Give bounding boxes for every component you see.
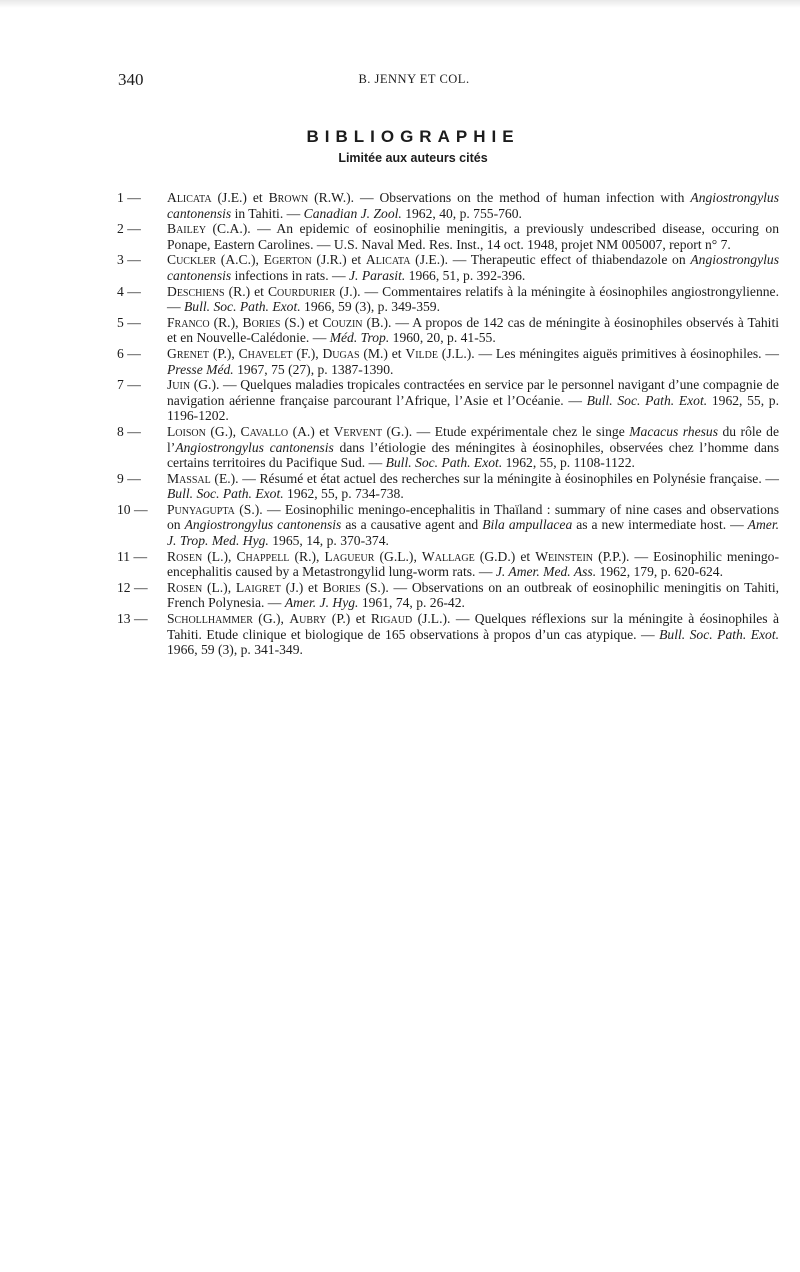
entry-text	[167, 315, 779, 346]
entry-text	[167, 580, 779, 611]
reference-text: (G.),	[205, 423, 241, 439]
entry-number: 6 —	[117, 345, 141, 361]
reference-text: (J.L.). — Les méningites aiguës primitives à éosinophiles. —	[437, 345, 779, 361]
bibliography-entry	[117, 252, 779, 283]
italic-title: Amer. J. Trop. Med. Hyg.	[167, 517, 780, 549]
reference-text: (L.),	[202, 579, 236, 595]
bibliography-entry	[117, 549, 779, 580]
reference-text: 1961, 74, p. 26-42.	[358, 595, 465, 611]
italic-title: Canadian J. Zool.	[303, 205, 402, 221]
reference-text: (R.),	[289, 548, 325, 564]
reference-text: 1966, 51, p. 392-396.	[405, 267, 526, 283]
entry-number: 1 —	[117, 190, 141, 205]
entry-text	[167, 346, 779, 377]
reference-text: (S.) et	[280, 314, 323, 330]
author-name: Chavelet	[238, 345, 293, 361]
entry-text	[167, 252, 779, 283]
bibliography-entry	[117, 346, 779, 377]
reference-text: (J.L.). — Quelques réflexions sur la méningite à éosinophiles à Tahiti. Etude clinique et biologique de 165 observations à propos d’un cas atypique. —	[167, 611, 780, 642]
bibliography-entry	[117, 190, 779, 221]
reference-text: dans l’étiologie des méningites à éosinophiles, observées chez l’homme dans certains territoires du Pacifique Sud. —	[167, 439, 779, 471]
author-name: Dugas	[322, 345, 360, 361]
reference-text: (E.). — Résumé et état actuel des recherches sur la méningite à éosinophiles en Polynésie française. —	[210, 470, 779, 486]
reference-text: (R.) et	[224, 283, 268, 299]
section-subtitle: Limitée aux auteurs cités	[338, 151, 488, 165]
author-name: Cuckler	[167, 252, 217, 268]
author-name: Alicata	[167, 190, 212, 205]
italic-title: Bull. Soc. Path. Exot.	[586, 392, 708, 408]
author-name: Bories	[322, 579, 361, 595]
entry-text	[167, 549, 779, 580]
reference-text: 1967, 75 (27), p. 1387-1390.	[233, 361, 394, 377]
scan-edge	[0, 0, 800, 8]
entry-number: 9 —	[117, 470, 141, 486]
italic-title: Angiostrongylus cantonensis	[167, 252, 779, 283]
reference-text: (R.W.). — Observations on the method of human infection with	[308, 190, 691, 205]
author-name: Chappell	[236, 548, 290, 564]
reference-text: (B.). — A propos de 142 cas de méningite à éosinophiles observés à Tahiti et en Nouvelle-Calédonie. —	[167, 314, 780, 346]
author-name: Vervent	[333, 423, 383, 439]
reference-text: 1962, 40, p. 755-760.	[401, 205, 522, 221]
entry-text	[167, 221, 779, 252]
entry-text	[167, 284, 779, 315]
italic-title: J. Parasit.	[348, 267, 406, 283]
reference-text: (L.),	[202, 548, 237, 564]
author-name: Franco	[167, 314, 210, 330]
reference-text: in Tahiti. —	[231, 205, 304, 221]
italic-title: Bull. Soc. Path. Exot.	[659, 626, 780, 642]
author-name: Grenet	[167, 345, 210, 361]
italic-title: Angiostrongylus cantonensis	[175, 439, 334, 455]
reference-text: (S.). — Observations on an outbreak of eosinophilic meningitis on Tahiti, French Polynesia. —	[167, 579, 780, 611]
reference-text: 1966, 59 (3), p. 341-349.	[167, 642, 303, 658]
reference-text: (C.A.). — An epidemic of eosinophilie meningitis, a previously undescribed disease, occuring on Ponape, Eastern Carolines. — U.S. Naval Med. Res. Inst., 14 oct. 1948, projet NM 005007, report n° 7.	[167, 221, 779, 252]
reference-text: 1962, 55, p. 1108-1122.	[502, 455, 635, 471]
reference-text: (G.). — Quelques maladies tropicales contractées en service par le personnel navigant d’une compagnie de navigation aérienne française parcourant l’Afrique, l’Asie et l’Océanie. —	[167, 377, 779, 408]
entry-text	[167, 502, 779, 549]
reference-text: (J.) et	[280, 579, 323, 595]
reference-text: as a new intermediate host. —	[572, 517, 748, 533]
author-name: Loison	[167, 423, 206, 439]
reference-text: (J.E.). — Therapeutic effect of thiabendazole on	[410, 252, 691, 268]
running-head: B. JENNY ET COL.	[358, 72, 470, 86]
author-name: Deschiens	[167, 283, 225, 299]
reference-text: (J.E.) et	[211, 190, 269, 205]
entry-text	[167, 611, 779, 658]
reference-text: 1966, 59 (3), p. 349-359.	[300, 299, 440, 315]
reference-text: (G.L.),	[374, 548, 422, 564]
bibliography-entry	[117, 424, 779, 471]
bibliography-entry	[117, 502, 779, 549]
entry-text	[167, 471, 779, 502]
bibliography-entry	[117, 611, 779, 658]
reference-text: (G.),	[252, 611, 290, 627]
entry-number: 4 —	[117, 283, 141, 299]
reference-text: 1962, 55, p. 734-738.	[283, 486, 404, 502]
entry-number: 11 —	[117, 548, 148, 564]
reference-text: (P.P.). — Eosinophilic meningo-encephalitis caused by a Metastrongylid lung-worm rats. —	[167, 548, 780, 580]
reference-text: (M.) et	[359, 345, 406, 361]
bibliography-entry	[117, 580, 779, 611]
author-name: Laigret	[235, 579, 281, 595]
reference-text: (A.) et	[288, 423, 334, 439]
author-name: Wallage	[421, 548, 475, 564]
italic-title: Presse Méd.	[167, 361, 234, 377]
italic-title: Macacus rhesus	[629, 423, 718, 439]
bibliography-entry	[117, 284, 779, 315]
author-name: Rosen	[167, 579, 203, 595]
entry-text	[167, 190, 779, 221]
section-title: BIBLIOGRAPHIE	[306, 127, 520, 146]
entry-number: 5 —	[117, 314, 141, 330]
author-name: Couzin	[322, 314, 363, 330]
author-name: Rigaud	[370, 611, 413, 627]
entry-number: 13 —	[117, 611, 148, 627]
italic-title: J. Amer. Med. Ass.	[495, 564, 597, 580]
italic-title: Angiostrongylus cantonensis	[167, 190, 780, 221]
reference-text: as a causative agent and	[341, 517, 483, 533]
bibliography-entry	[117, 471, 779, 502]
reference-text: (G.D.) et	[474, 548, 536, 564]
reference-text: infections in rats. —	[231, 267, 349, 283]
reference-text: (J.R.) et	[311, 252, 366, 268]
author-name: Rosen	[167, 548, 203, 564]
entry-number: 7 —	[117, 377, 141, 393]
author-name: Aubry	[289, 611, 327, 627]
author-name: Punyagupta	[167, 501, 235, 517]
reference-text: (J.). — Commentaires relatifs à la méningite à éosinophiles angiostrongylienne. —	[167, 283, 779, 315]
author-name: Alicata	[365, 252, 411, 268]
reference-text: (P.) et	[326, 611, 371, 627]
author-name: Cavallo	[240, 423, 289, 439]
italic-title: Bull. Soc. Path. Exot.	[184, 299, 301, 315]
italic-title: Amer. J. Hyg.	[284, 595, 359, 611]
reference-text: 1962, 55, p. 1196-1202.	[167, 392, 780, 424]
reference-text: du rôle de l’	[167, 423, 779, 455]
reference-text: 1965, 14, p. 370-374.	[268, 533, 389, 549]
bibliography-list	[117, 190, 779, 658]
italic-title: Bull. Soc. Path. Exot.	[167, 486, 284, 502]
reference-text: (S.). — Eosinophilic meningo-encephalitis in Thaïland : summary of nine cases and observations on	[167, 501, 779, 533]
italic-title: Méd. Trop.	[329, 330, 390, 346]
reference-text: (P.),	[209, 345, 239, 361]
entry-text	[167, 377, 779, 424]
entry-number: 3 —	[117, 252, 141, 268]
author-name: Brown	[268, 190, 309, 205]
bibliography-entry	[117, 315, 779, 346]
bibliography-entry	[117, 377, 779, 424]
reference-text: (F.),	[292, 345, 323, 361]
author-name: Weinstein	[535, 548, 594, 564]
author-name: Lagueur	[324, 548, 375, 564]
author-name: Vilde	[405, 345, 438, 361]
reference-text: (A.C.),	[216, 252, 264, 268]
reference-text: 1962, 179, p. 620-624.	[596, 564, 723, 580]
page-number: 340	[118, 70, 144, 89]
author-name: Bailey	[167, 221, 207, 237]
italic-title: Angiostrongylus cantonensis	[184, 517, 342, 533]
entry-text	[167, 424, 779, 471]
reference-text: (R.),	[209, 314, 243, 330]
author-name: Schollhammer	[167, 611, 253, 627]
author-name: Bories	[242, 314, 281, 330]
bibliography-entry	[117, 221, 779, 252]
entry-number: 8 —	[117, 423, 141, 439]
entry-number: 10 —	[117, 501, 148, 517]
author-name: Courdurier	[267, 283, 336, 299]
author-name: Massal	[167, 470, 211, 486]
italic-title: Bull. Soc. Path. Exot.	[385, 455, 503, 471]
italic-title: Bila ampullacea	[482, 517, 573, 533]
author-name: Egerton	[263, 252, 312, 268]
entry-number: 12 —	[117, 579, 148, 595]
reference-text: (G.). — Etude expérimentale chez le singe	[382, 423, 630, 439]
author-name: Juin	[167, 377, 191, 393]
reference-text: 1960, 20, p. 41-55.	[389, 330, 496, 346]
entry-number: 2 —	[117, 221, 141, 237]
